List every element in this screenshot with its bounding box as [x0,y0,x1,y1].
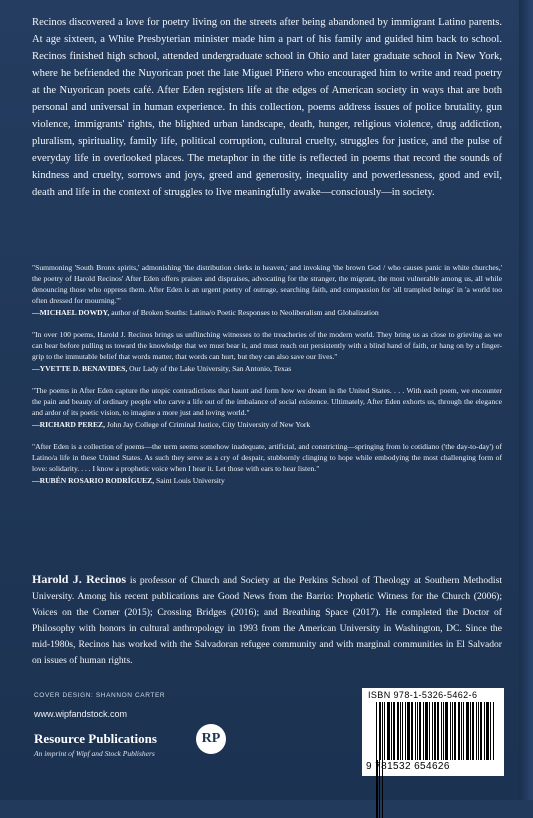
endorsement-attribution [32,363,502,375]
barcode-stripe [391,702,392,760]
barcode-stripe [493,702,494,760]
barcode-stripe [441,702,442,760]
endorsement [32,262,502,319]
barcode-stripe [419,702,421,760]
cover-design-credit: COVER DESIGN: SHANNON CARTER [34,692,166,699]
endorser-name: —RUBÉN ROSARIO RODRÍGUEZ, [32,476,155,485]
barcode-stripe [429,702,430,760]
barcode-stripe [417,702,418,760]
publisher-logo-icon: RP [196,724,226,754]
barcode-stripe [384,702,385,760]
author-name: Harold J. Recinos [32,572,127,586]
barcode-stripe [415,702,416,760]
barcode-stripe [423,702,424,760]
barcode-stripe [470,702,471,760]
isbn-label: ISBN 978-1-5326-5462-6 [368,690,478,700]
author-bio-text: is professor of Church and Society at the Perkins School of Theology at Southern Methodist University. Among his recent publications are Good News from the Barrio: Prophetic Witness for the Church (2006); Voices on the Corner (2015); Crossing Bridges (2016); and Breathing Space (2017). He completed the Doctor of Philosophy with honors in cultural anthropology in 1993 from the American University in Washington, DC. Since the mid-1980s, Recinos has worked with the Salvadoran refugee community and with marginal communities in El Salvador on issues of human rights. [32,575,502,666]
barcode-icon [376,702,496,760]
barcode-stripe [407,702,410,760]
publisher-block [34,731,157,758]
barcode-stripe [472,702,474,760]
barcode-stripe [405,702,406,760]
barcode-stripe [458,702,460,760]
barcode-stripe [397,702,399,760]
endorsement-attribution [32,307,502,319]
endorsement-attribution [32,419,502,431]
barcode-stripe [379,702,381,760]
barcode-stripe [452,702,453,760]
barcode-stripe [434,702,436,760]
endorser-name: —YVETTE D. BENAVIDES, [32,364,128,373]
endorsement-text: "After Eden is a collection of poems—the term seems somehow inadequate, artificial, and constricting—springing from lo cotidiano ('the day-to-day') of Latino/a life in these United States. As such they serve as a cry of despair, stubbornly clinging to hope while embodying the most challenging form of love: solidarity. . . . I know a prophetic voice when I hear it. Let those with ears to hear listen." [32,442,502,473]
publisher-name: Resource Publications [34,731,157,746]
endorsement-text: "In over 100 poems, Harold J. Recinos brings us unflinching witnesses to the treacheries of the modern world. They bring us as close to grieving as we can bear before pulling us toward the knowledge that we must bear it, and must reach out persistently with a blind hand of faith, or hang on by a finger-grip to the immutable belief that words matter, that words can hurt, but they can also save our lives." [32,330,502,361]
spine-edge [519,0,533,800]
barcode-stripe [443,702,444,760]
barcode-stripe [450,702,451,760]
description-text: Recinos discovered a love for poetry living on the streets after being abandoned by immigrant Latino parents. At age sixteen, a White Presbyterian minister made him a part of his family and guided him back to school. Recinos finished high school, attended undergraduate school in Ohio and later graduate school in New York, where he befriended the Nuyorican poet the late Miguel Piñero who encouraged him to write and read poetry at the Nuyorican poets café. After Eden registers life at the edges of American society in ways that are both personal and universal in human experience. In this collection, poems address issues of police brutality, gun violence, immigrants' rights, the blighted urban landscape, death, hunger, religious violence, drug addiction, pluralism, spirituality, family life, political corruption, cultural cruelty, struggles for justice, and the pulse of everyday life in overlooked places. The metaphor in the title is reflected in poems that record the sounds of kindness and cruelty, sorrows and joys, greed and generosity, inequality and powerlessness, good and evil, death and life in the context of struggles to live meaningfully awake—consciously—in society. [32,17,502,198]
barcode-stripe [480,702,482,760]
publisher-website-link[interactable]: www.wipfandstock.com [34,709,128,719]
endorsement-text: "The poems in After Eden capture the utopic contradictions that haunt and form how we dream in the United States. . . . With each poem, we encounter the pain and beauty of ordinary people who carve a life out of the imbalance of social existence. Ultimately, After Eden exhorts us, through the elegance and ardor of its poetic vision, to imagine a more just and loving world." [32,386,502,417]
endorser-affiliation: John Jay College of Criminal Justice, City University of New York [105,420,311,429]
barcode-stripe [486,702,489,760]
endorsement-attribution [32,475,502,487]
barcode-stripe [402,702,403,760]
endorsement [32,385,502,431]
barcode-stripe [484,702,485,760]
barcode-stripe [432,702,433,760]
endorsement [32,329,502,375]
endorsement [32,441,502,487]
barcode-digits: 9 781532 654626 [366,761,450,772]
barcode-stripe [466,702,469,760]
barcode-stripe [376,702,377,760]
endorsements [32,262,502,497]
publisher-imprint: An imprint of Wipf and Stock Publishers [34,749,155,758]
endorser-name: —MICHAEL DOWDY, [32,308,110,317]
barcode-stripe [476,702,477,760]
endorsement-text: "Summoning 'South Bronx spirits,' admonishing 'the distribution clerks in heaven,' and invoking 'the brown God / who causes panic in white churches,' the poetry of Harold Recinos' After Eden offers praises and dispraises, advocating for the stranger, the migrant, the most vulnerable among us, all while denouncing those who oppress them. After Eden is an urgent poetry of outrage, searching faith, and compassion for 'all trampled beings' in 'a world too often dressed for mourning.'" [32,263,502,305]
barcode-stripe [425,702,428,760]
book-description [32,14,502,201]
barcode-stripe [437,702,439,760]
barcode-stripe [411,702,413,760]
barcode-stripe [461,702,462,760]
barcode-stripe [387,702,390,760]
endorser-name: —RICHARD PEREZ, [32,420,105,429]
barcode-stripe [393,702,395,760]
endorser-affiliation: author of Broken Souths: Latina/o Poetic Responses to Neoliberalism and Globalization [109,308,379,317]
barcode-stripe [490,702,491,760]
barcode-stripe [478,702,479,760]
endorser-affiliation: Saint Louis University [154,476,225,485]
barcode-stripe [463,702,464,760]
isbn-barcode [362,688,504,776]
barcode-stripe [445,702,448,760]
endorser-affiliation: Our Lady of the Lake University, San Antonio, Texas [127,364,292,373]
barcode-stripe [400,702,401,760]
barcode-stripe [382,702,383,760]
author-bio [32,571,502,669]
barcode-stripe [454,702,456,760]
